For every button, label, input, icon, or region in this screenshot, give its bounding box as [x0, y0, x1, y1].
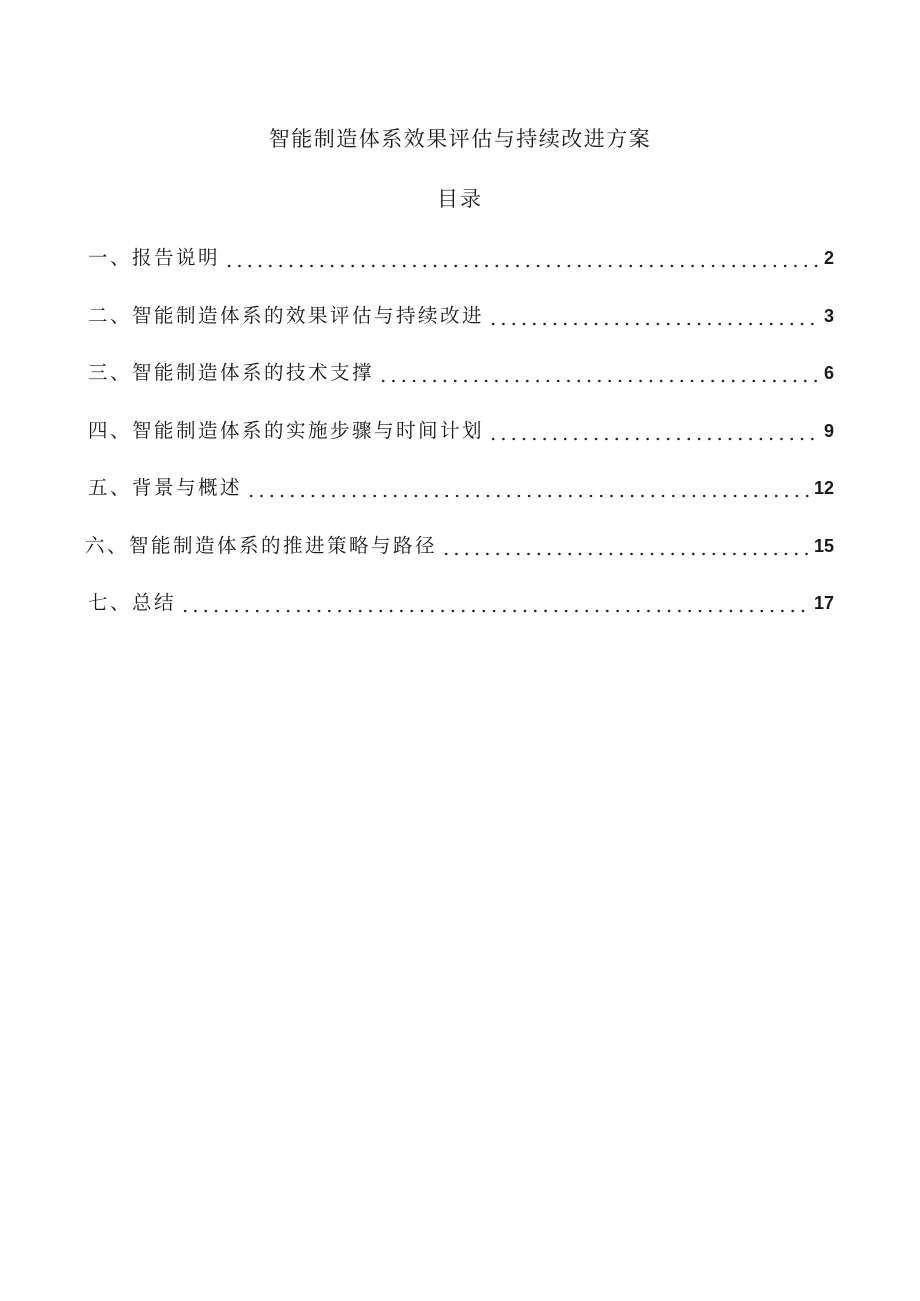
toc-page-number: 3: [823, 305, 834, 326]
toc-page-number: 6: [823, 363, 834, 383]
toc-entry-6[interactable]: [85, 531, 834, 589]
toc-page-number: 9: [823, 420, 834, 441]
toc-dot-leader: [246, 473, 810, 503]
toc-dot-leader: [441, 531, 810, 561]
toc-page-number: 17: [813, 593, 834, 613]
toc-entry-1[interactable]: [88, 243, 834, 301]
toc-entry-label: 四、智能制造体系的实施步骤与时间计划: [88, 418, 485, 442]
toc-entry-label: 一、报告说明: [88, 246, 221, 269]
toc-dot-leader: [488, 301, 820, 331]
toc-entry-3[interactable]: [88, 358, 834, 416]
toc-heading: 目录: [437, 187, 483, 211]
toc-dot-leader: [180, 588, 810, 618]
toc-page-number: 15: [813, 535, 834, 556]
table-of-contents: [85, 243, 834, 646]
toc-page-number: 12: [813, 478, 834, 498]
toc-dot-leader: [488, 416, 820, 446]
toc-entry-label: 三、智能制造体系的技术支撑: [88, 361, 375, 384]
toc-entry-label: 七、总结: [88, 591, 177, 614]
document-title: 智能制造体系效果评估与持续改进方案: [268, 127, 652, 151]
toc-entry-label: 二、智能制造体系的效果评估与持续改进: [88, 303, 485, 327]
toc-entry-5[interactable]: [88, 473, 834, 531]
toc-page-number: 2: [823, 248, 834, 268]
toc-entry-4[interactable]: [88, 416, 834, 474]
toc-entry-2[interactable]: [88, 301, 834, 359]
toc-entry-label: 六、智能制造体系的推进策略与路径: [85, 533, 438, 557]
toc-entry-label: 五、背景与概述: [88, 476, 243, 499]
toc-dot-leader: [224, 243, 820, 273]
toc-entry-7[interactable]: [88, 588, 834, 646]
toc-dot-leader: [378, 358, 820, 388]
